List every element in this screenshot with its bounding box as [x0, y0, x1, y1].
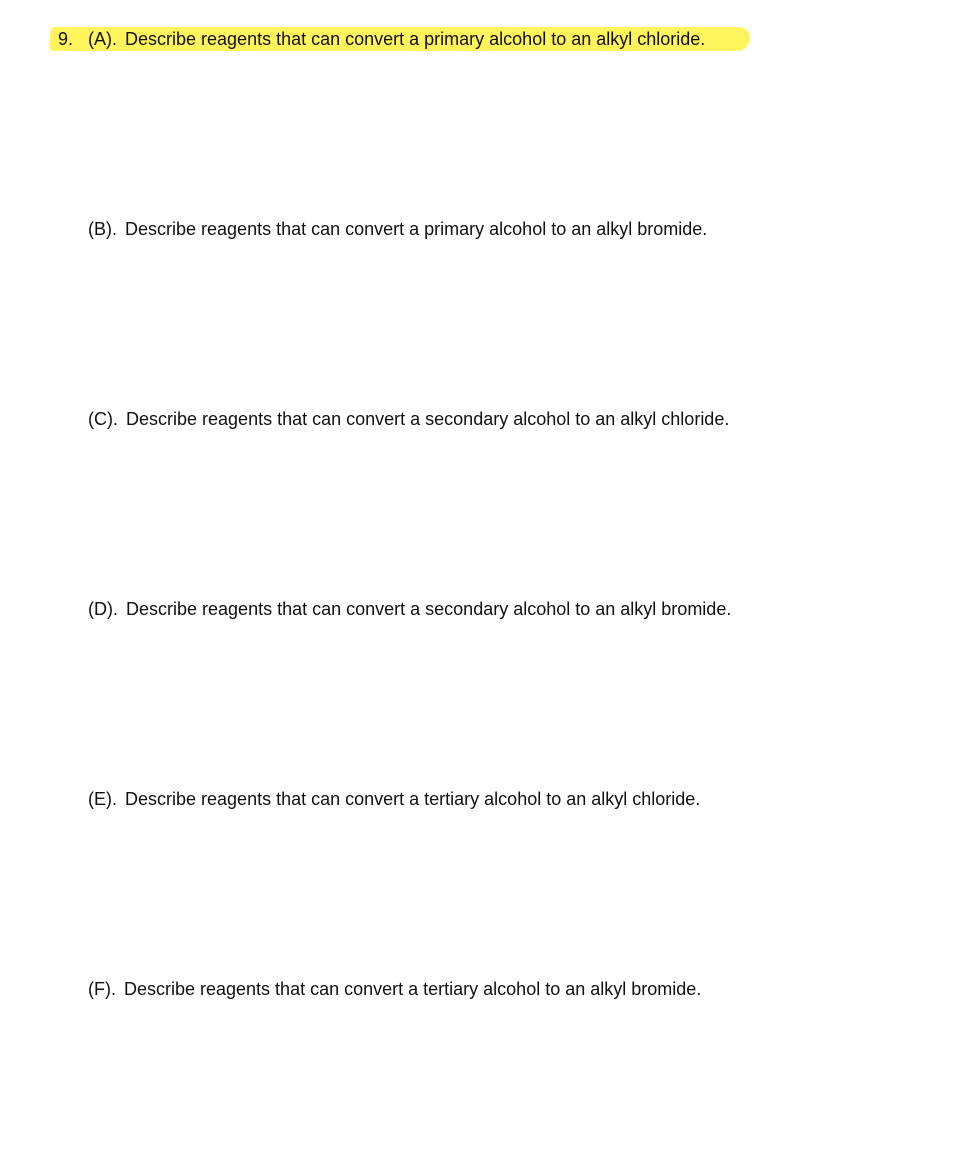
part-text: Describe reagents that can convert a tertiary alcohol to an alkyl bromide. [123, 979, 702, 999]
question-part-a [88, 27, 705, 51]
part-text: Describe reagents that can convert a primary alcohol to an alkyl chloride. [125, 29, 706, 49]
part-label: (D). [88, 599, 118, 619]
part-text: Describe reagents that can convert a primary alcohol to an alkyl bromide. [125, 219, 708, 239]
part-text: Describe reagents that can convert a secondary alcohol to an alkyl chloride. [126, 409, 730, 429]
part-label: (A). [88, 29, 117, 49]
part-label: (E). [88, 789, 117, 809]
question-number: 9. [58, 29, 74, 49]
question-part-c [88, 407, 729, 431]
part-label: (C). [88, 409, 118, 429]
part-text: Describe reagents that can convert a secondary alcohol to an alkyl bromide. [126, 599, 732, 619]
part-label: (B). [88, 219, 117, 239]
question-part-b [88, 217, 707, 241]
part-label: (F). [88, 979, 116, 999]
question-part-d [88, 597, 731, 621]
question-part-f [88, 977, 701, 1001]
question-part-e [88, 787, 700, 811]
part-text: Describe reagents that can convert a tertiary alcohol to an alkyl chloride. [125, 789, 701, 809]
